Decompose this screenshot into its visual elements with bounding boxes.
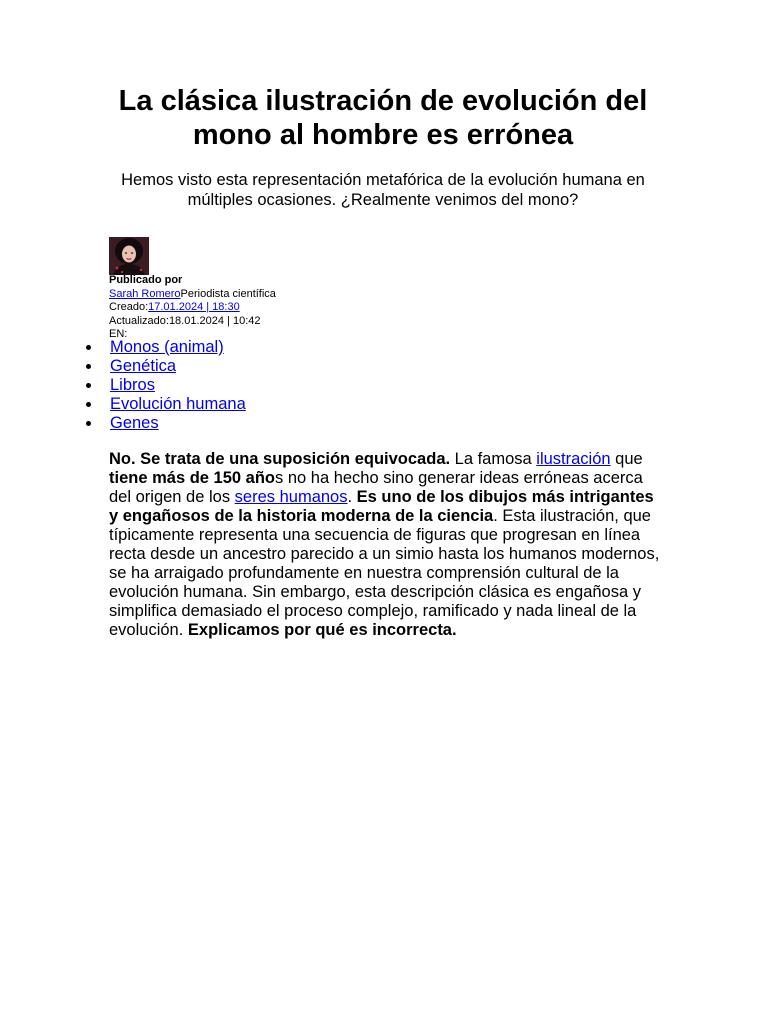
body-bold-closing: Explicamos por qué es incorrecta. (187, 621, 457, 639)
list-item (110, 376, 246, 395)
bullet-icon (86, 383, 91, 388)
body-text: . (347, 488, 357, 506)
created-label: Creado: (109, 301, 149, 313)
tag-link[interactable]: Genética (110, 357, 177, 375)
bullet-icon (86, 345, 91, 350)
created-date-link[interactable]: 17.01.2024 | 18:30 (148, 301, 240, 313)
author-meta (109, 274, 276, 342)
list-item (110, 338, 246, 357)
tag-link[interactable]: Libros (110, 376, 155, 394)
bullet-icon (86, 421, 91, 426)
author-line (109, 288, 276, 302)
body-bold-intro: No. Se trata de una suposición equivocada. (109, 450, 451, 468)
illustration-link[interactable]: ilustración (536, 450, 611, 468)
body-text: La famosa (450, 450, 537, 468)
humans-link[interactable]: seres humanos (234, 488, 348, 506)
author-role: Periodista científica (180, 287, 276, 300)
tag-link[interactable]: Evolución humana (110, 395, 246, 413)
article-subtitle: Hemos visto esta representación metafórica de la evolución humana en múltiples ocasiones. ¿Realmente venimos del mono? (121, 171, 645, 209)
article-title: La clásica ilustración de evolución del mono al hombre es errónea (118, 85, 648, 151)
updated-label: Actualizado: (109, 314, 169, 327)
bullet-icon (86, 364, 91, 369)
body-bold-age: tiene más de 150 año (109, 469, 275, 487)
article-body-paragraph (109, 450, 665, 640)
updated-date: 18.01.2024 | 10:42 (168, 314, 261, 327)
body-text: . Esta ilustración, que típicamente representa una secuencia de figuras que progresan en línea recta desde un ancestro parecido a un simio hasta los humanos modernos, se ha arraigado profundamente en nuestra comprensión cultural de la evolución humana. Sin embargo, esta descripción clásica es engañosa y simplifica demasiado el proceso complejo, ramificado y nada lineal de la evolución. (109, 507, 660, 639)
body-text: que (610, 450, 643, 468)
tag-link[interactable]: Monos (animal) (110, 338, 224, 356)
list-item (110, 395, 246, 414)
in-label: EN: (109, 328, 128, 340)
author-name-link[interactable]: Sarah Romero (109, 287, 181, 300)
bullet-icon (86, 402, 91, 407)
author-avatar[interactable] (109, 237, 149, 275)
published-by-label: Publicado por (109, 274, 183, 286)
tag-list (110, 338, 246, 433)
created-line (109, 301, 276, 315)
author-photo-icon (109, 237, 149, 275)
body-text: s no ha hecho sino generar ideas erróneas acerca del origen de los (109, 469, 643, 506)
updated-line (109, 315, 276, 329)
list-item (110, 414, 246, 433)
tag-link[interactable]: Genes (110, 414, 159, 432)
list-item (110, 357, 246, 376)
body-bold-claim: Es uno de los dibujos más intrigantes y engañosos de la historia moderna de la ciencia (109, 488, 654, 525)
